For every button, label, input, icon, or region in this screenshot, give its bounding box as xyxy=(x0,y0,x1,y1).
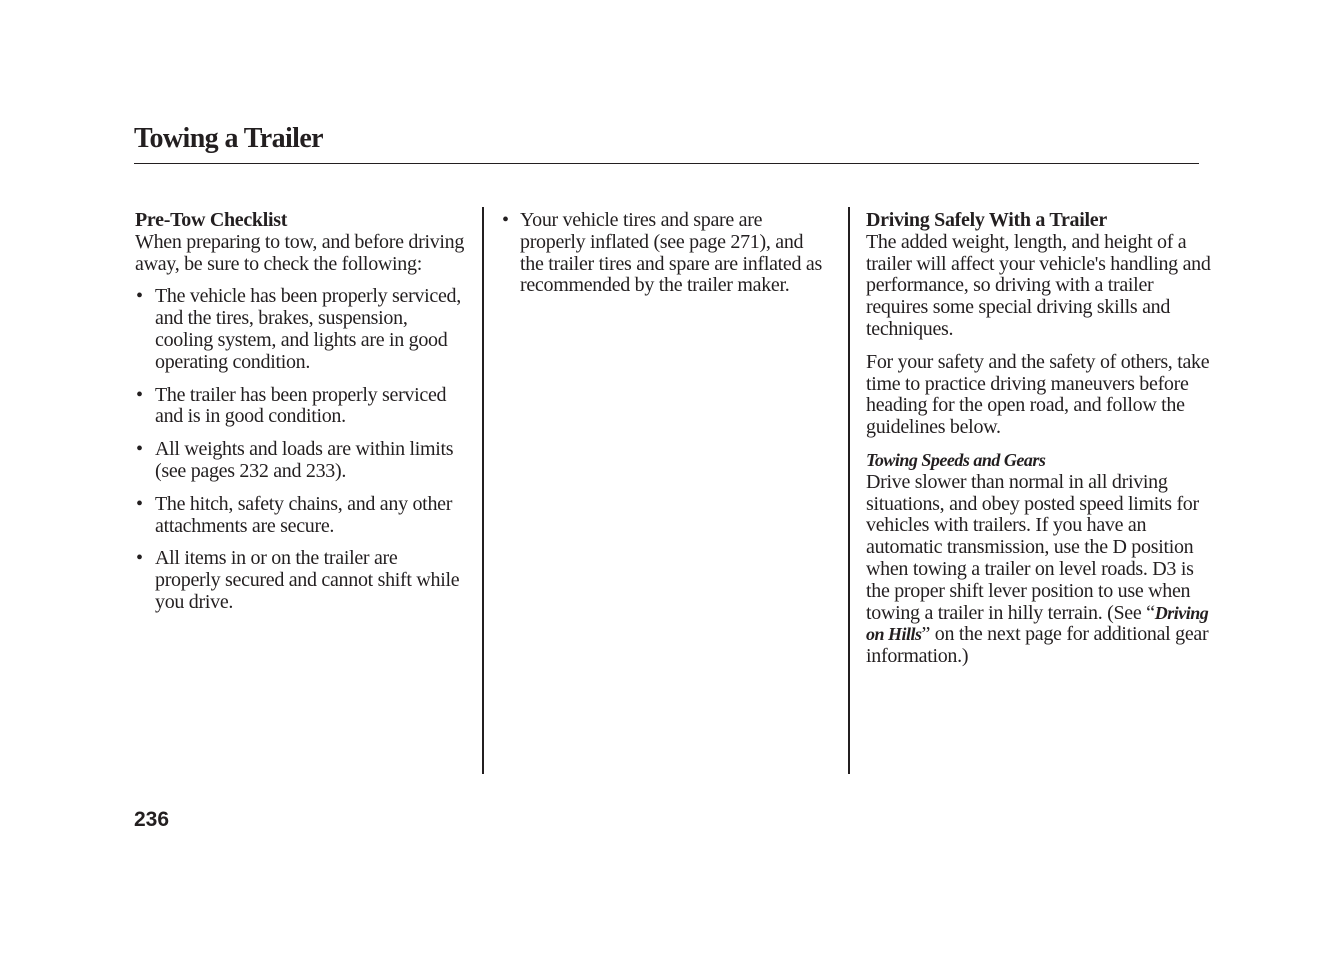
checklist-list-continued xyxy=(501,210,831,297)
subheading-towing-speeds: Towing Speeds and Gears xyxy=(866,449,1046,470)
list-item xyxy=(135,494,465,538)
column-pre-tow-checklist xyxy=(135,210,465,625)
list-item xyxy=(135,286,465,373)
list-item xyxy=(135,548,465,613)
list-item-text: The vehicle has been properly serviced, and the tires, brakes, suspension, cooling system, and lights are in good operating condition. xyxy=(155,285,461,373)
cross-reference-driving-on-hills: Driving on Hills xyxy=(866,602,1209,645)
page-title: Towing a Trailer xyxy=(134,123,324,154)
paragraph: For your safety and the safety of others, take time to practice driving maneuvers before heading for the open road, and follow the guidelines below. xyxy=(866,350,1210,439)
list-item-text: The hitch, safety chains, and any other attachments are secure. xyxy=(155,492,453,537)
bullet-icon: • xyxy=(136,383,143,406)
section-heading-pre-tow-checklist: Pre-Tow Checklist xyxy=(135,209,288,231)
bullet-icon: • xyxy=(136,492,143,515)
checklist-list xyxy=(135,286,465,613)
list-item-text: Your vehicle tires and spare are properly inflated (see page 271), and the trailer tires and spare are inflated as recommended by the trailer maker. xyxy=(520,209,822,297)
column-driving-safely xyxy=(866,210,1211,679)
column-divider xyxy=(848,207,850,774)
list-item-text: All items in or on the trailer are properly secured and cannot shift while you drive. xyxy=(155,547,460,613)
bullet-icon: • xyxy=(502,209,509,231)
checklist-intro: When preparing to tow, and before driving away, be sure to check the following: xyxy=(135,230,465,275)
paragraph-text: Drive slower than normal in all driving situations, and obey posted speed limits for vehicles with trailers. If you have an automatic transmission, use the D position when towing a trailer on level roads. D3 is the proper shift lever position to use when towing a trailer in hilly terrain. (See “ xyxy=(866,470,1199,624)
list-item xyxy=(135,439,465,483)
paragraph-towing-speeds xyxy=(866,472,1211,668)
list-item-text: The trailer has been properly serviced and is in good condition. xyxy=(155,383,447,428)
bullet-icon: • xyxy=(136,547,143,570)
column-checklist-continued xyxy=(501,210,831,308)
column-divider xyxy=(482,207,484,774)
paragraph: The added weight, length, and height of a trailer will affect your vehicle's handling and performance, so driving with a trailer requires some special driving skills and techniques. xyxy=(866,230,1211,340)
list-item xyxy=(135,385,465,429)
paragraph-text: ” on the next page for additional gear information.) xyxy=(866,623,1209,668)
bullet-icon: • xyxy=(136,285,143,308)
section-heading-driving-safely: Driving Safely With a Trailer xyxy=(866,209,1107,231)
page-number: 236 xyxy=(134,808,170,831)
title-divider xyxy=(134,163,1199,164)
list-item xyxy=(501,210,831,297)
list-item-text: All weights and loads are within limits (see pages 232 and 233). xyxy=(155,438,454,482)
bullet-icon: • xyxy=(136,438,143,461)
